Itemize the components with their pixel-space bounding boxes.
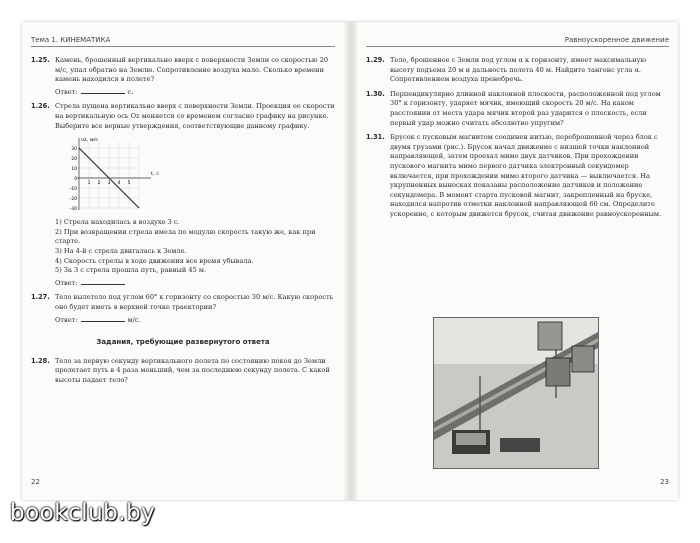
problem-number: 1.26.	[31, 102, 50, 111]
problem-text: Тело вылетело под углом 60° к горизонту со скоростью 30 м/с. Какую скорость оно будет иметь в верхней точке траектории?	[55, 293, 334, 311]
y-tick: –30	[69, 207, 77, 213]
problem-1-31	[366, 133, 669, 219]
option: 3) На 4-й с стрела двигалась к Земле.	[55, 246, 187, 255]
right-page-content	[366, 56, 669, 225]
x-tick: 2	[97, 181, 101, 187]
option: 5) За 3 с стрела прошла путь, равный 45 м.	[55, 266, 207, 275]
answer-label: Ответ:	[55, 87, 78, 96]
right-page	[357, 22, 678, 500]
problem-1-30	[366, 90, 669, 128]
answer-unit: с.	[127, 87, 134, 96]
graph-ylabel: υz, м/с	[81, 137, 99, 144]
x-tick: 5	[127, 181, 131, 187]
y-tick-labels	[69, 146, 77, 212]
problem-1-26	[31, 102, 335, 288]
y-tick: 10	[71, 167, 77, 173]
problem-text: Тело за первую секунду вертикального полета по состоянию покоя до Земли пролетает путь в 4 раза меньший, чем за последнюю секунду полета. С какой высоты падает тело?	[55, 356, 330, 384]
watermark: bookclub.by	[10, 500, 156, 526]
answer-unit: м/с.	[127, 315, 141, 324]
problem-text: Камень, брошенный вертикально вверх с поверхности Земли со скоростью 20 м/с, упал обратно на Землю. Сопротивление воздуха мало. Сколько времени камень находился в полете?	[55, 56, 329, 84]
problem-number: 1.25.	[31, 56, 50, 64]
problem-text: Брусок с пусковым магнитом соединен нитью, переброшенной через блок с двумя грузами (рис.). Брусок начал движение с низшей точки наклонной направляющей, затем проехал мимо двух датчиков. При прохождении пускового магнита мимо первого датчика электронный секундомер включается, при прохождении мимо второго датчика — выключается. На укрупненных выносках показаны расположение датчиков и положение секундомера. В момент старта пусковой магнит, закрепленный на бруске, находился напротив отметки наклонной направляющей 60 см. Определите ускорение, с которым движется брусок, считая движение равноускоренным.	[390, 133, 662, 218]
left-page-number: 22	[31, 478, 40, 486]
velocity-graph	[55, 134, 175, 214]
x-tick-labels	[88, 180, 131, 186]
answer-blank	[81, 278, 125, 285]
problem-number: 1.28.	[31, 356, 50, 365]
problem-1-25	[31, 56, 335, 97]
y-tick: –20	[69, 197, 77, 203]
answer-blank	[81, 87, 125, 94]
problem-1-27	[31, 293, 335, 325]
problem-1-28	[31, 357, 335, 386]
problem-number: 1.29.	[366, 56, 385, 64]
option: 2) При возвращении стрела имела по модулю скорость такую же, как при старте.	[55, 227, 316, 246]
velocity-graph-svg	[55, 134, 175, 214]
option: 4) Скорость стрелы в ходе движения все время убывала.	[55, 256, 254, 265]
graph-xlabel: t, с	[151, 171, 159, 178]
answer-line	[55, 278, 335, 289]
answer-label: Ответ:	[55, 315, 78, 324]
problem-number: 1.30.	[366, 89, 385, 98]
book-spread	[22, 22, 678, 500]
experiment-photo-svg	[434, 318, 598, 468]
y-tick: 30	[71, 147, 77, 153]
answer-line	[55, 315, 335, 326]
experiment-photo	[433, 317, 599, 469]
left-page-content	[31, 56, 335, 390]
answer-label: Ответ:	[55, 278, 78, 287]
left-running-head: Тема 1. КИНЕМАТИКА	[31, 36, 335, 47]
x-tick: 3	[107, 181, 111, 187]
problem-text: Тело, брошенное с Земли под углом α к горизонту, имеет максимальную высоту подъема 20 м и дальность полета 40 м. Найдите тангенс угла α. Сопротивлением воздуха пренебречь.	[390, 56, 647, 84]
y-tick: –10	[69, 187, 77, 193]
graph-grid	[79, 142, 139, 208]
x-tick: 1	[87, 181, 91, 187]
x-tick: 4	[117, 181, 121, 187]
problem-text: Перпендикулярно длинной наклонной плоскости, расположенной под углом 30° к горизонту, ударяет мячик, имеющий скорость 20 м/с. На каком расстоянии от места удара мячик второй раз ударится о плоскость, если первый удар можно считать абсолютно упругим?	[390, 89, 661, 127]
option: 1) Стрела находилась в воздухе 3 с.	[55, 218, 180, 227]
answer-blank	[81, 315, 125, 322]
y-tick: 0	[74, 177, 77, 183]
y-tick: 20	[71, 157, 77, 163]
problem-1-29	[366, 56, 669, 85]
right-running-head: Равноускоренное движение	[366, 36, 669, 47]
problem-number: 1.27.	[31, 293, 50, 302]
problem-text: Стрела пущена вертикально вверх с поверхности Земли. Проекция ее скорости на вертикальную ось Oz меняется со временем согласно графику на рисунке. Выберите все верные утверждения, соответствующие данному графику.	[55, 102, 335, 130]
section-title: Задания, требующие развернутого ответа	[96, 338, 270, 347]
right-page-number: 23	[660, 478, 669, 486]
answer-line	[55, 87, 335, 98]
left-page	[22, 22, 344, 500]
problem-number: 1.31.	[366, 133, 385, 142]
book-gutter	[344, 22, 357, 500]
